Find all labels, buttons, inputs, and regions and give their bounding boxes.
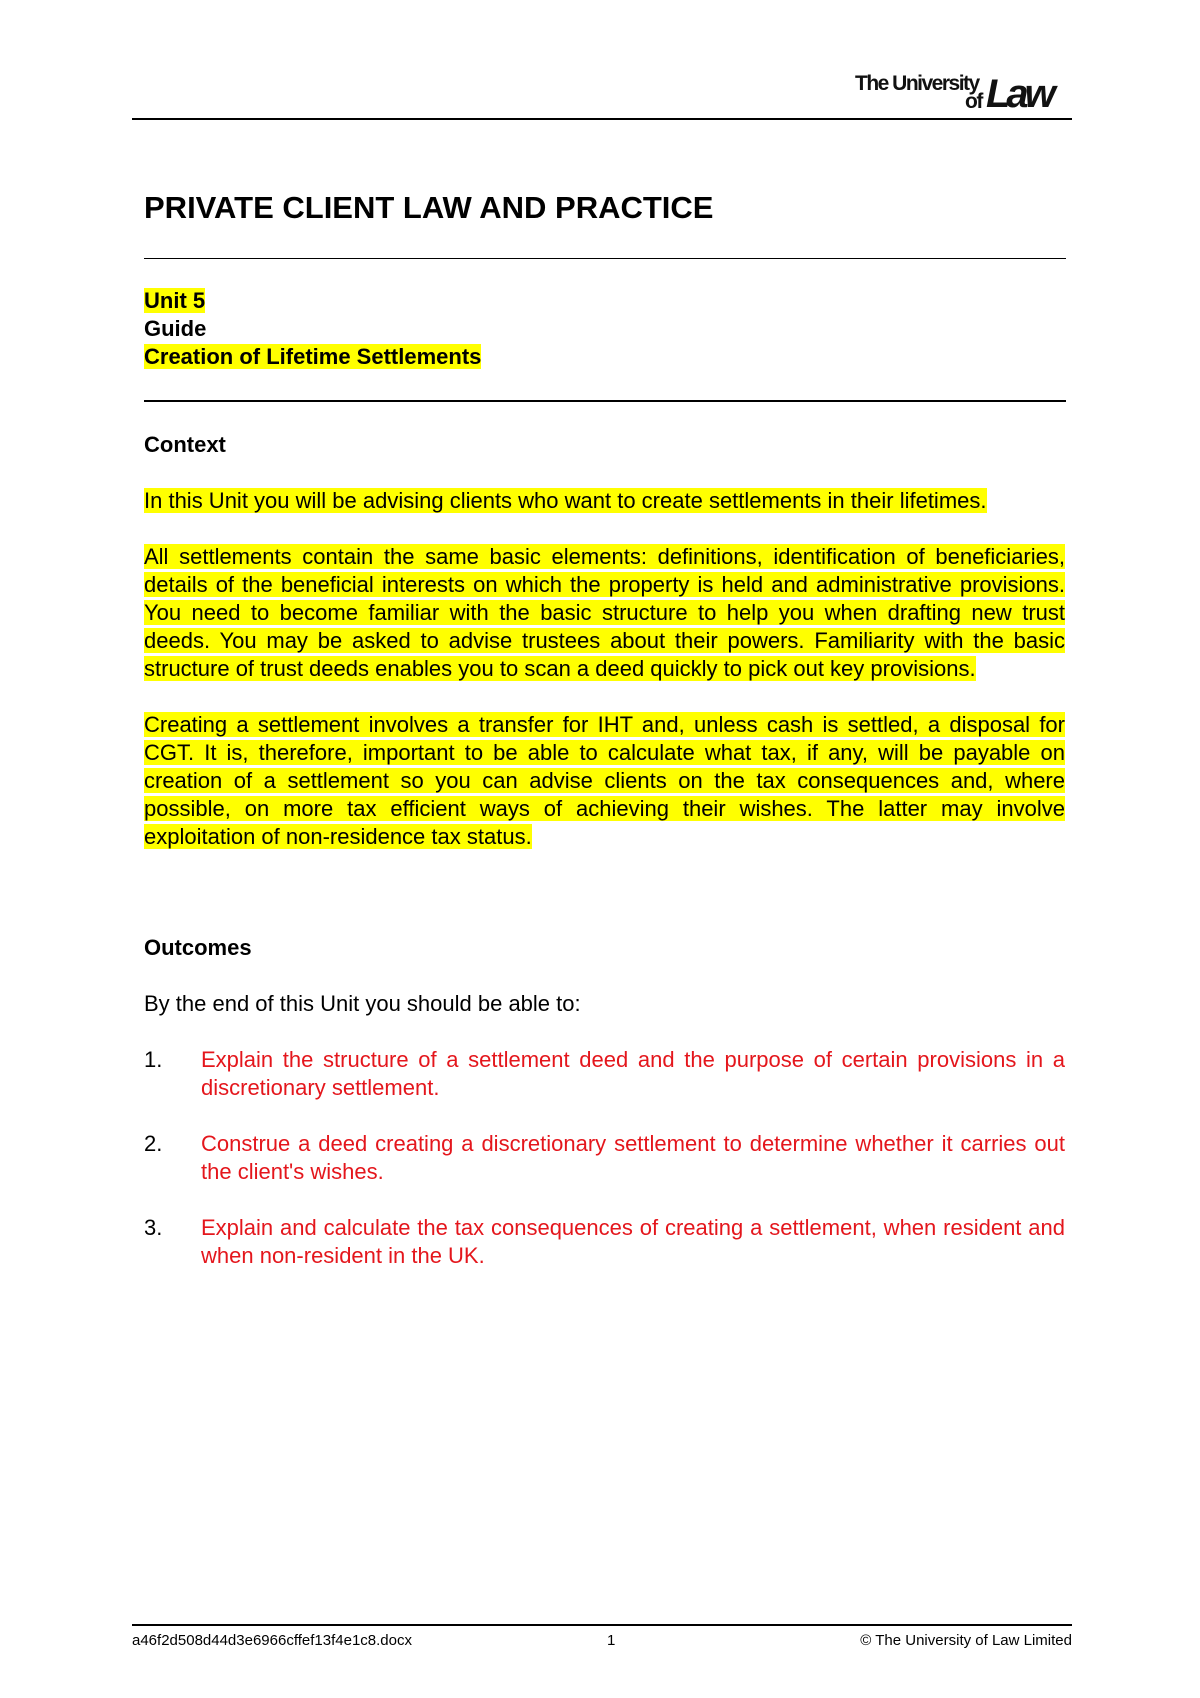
logo-line-2: of bbox=[965, 90, 982, 113]
outcomes-heading: Outcomes bbox=[144, 935, 252, 960]
footer-page-number: 1 bbox=[607, 1632, 616, 1649]
title-divider bbox=[144, 258, 1066, 259]
footer-filename: a46f2d508d44d3e6966cffef13f4e1c8.docx bbox=[132, 1632, 412, 1649]
list-number: 3. bbox=[144, 1215, 163, 1240]
list-number: 2. bbox=[144, 1131, 163, 1156]
list-item bbox=[144, 1130, 1065, 1186]
context-paragraph-3: Creating a settlement involves a transfer for IHT and, unless cash is settled, a disposal for CGT. It is, therefore, important to be able to calculate what tax, if any, will be payable on creation of a settlement so you can advise clients on the tax consequences and, where possible, on more tax efficient ways of achieving their wishes. The latter may involve exploitation of non-residence tax status. bbox=[144, 712, 1065, 849]
footer-rule bbox=[132, 1624, 1072, 1626]
context-section bbox=[144, 431, 1065, 851]
outcome-text: Explain and calculate the tax consequences of creating a settlement, when resident and when non-resident in the UK. bbox=[201, 1215, 1065, 1268]
unit-info bbox=[144, 287, 1065, 371]
unit-number: Unit 5 bbox=[144, 288, 206, 313]
outcomes-section bbox=[144, 934, 1065, 1298]
context-heading: Context bbox=[144, 432, 226, 457]
university-of-law-logo bbox=[855, 72, 1065, 116]
outcome-text: Explain the structure of a settlement deed and the purpose of certain provisions in a discretionary settlement. bbox=[201, 1047, 1065, 1100]
list-item bbox=[144, 1214, 1065, 1270]
logo-line-3: Law bbox=[986, 72, 1052, 116]
header-rule bbox=[132, 118, 1072, 120]
unit-type: Guide bbox=[144, 316, 207, 341]
context-paragraph-1: In this Unit you will be advising clients who want to create settlements in their lifetimes. bbox=[144, 488, 987, 513]
outcomes-list bbox=[144, 1046, 1065, 1270]
list-item bbox=[144, 1046, 1065, 1102]
list-number: 1. bbox=[144, 1047, 163, 1072]
page-title: PRIVATE CLIENT LAW AND PRACTICE bbox=[144, 190, 714, 225]
outcomes-intro: By the end of this Unit you should be able to: bbox=[144, 991, 581, 1016]
outcome-text: Construe a deed creating a discretionary settlement to determine whether it carries out the client's wishes. bbox=[201, 1131, 1065, 1184]
unit-name: Creation of Lifetime Settlements bbox=[144, 344, 482, 369]
logo-line-1: The University bbox=[855, 72, 979, 95]
unit-divider bbox=[144, 400, 1066, 402]
footer-copyright: © The University of Law Limited bbox=[860, 1632, 1072, 1649]
page-footer bbox=[132, 1632, 1072, 1652]
context-paragraph-2: All settlements contain the same basic elements: definitions, identification of beneficiaries, details of the beneficial interests on which the property is held and administrative provisions. You need to become familiar with the basic structure to help you when drafting new trust deeds. You may be asked to advise trustees about their powers. Familiarity with the basic structure of trust deeds enables you to scan a deed quickly to pick out key provisions. bbox=[144, 544, 1065, 681]
